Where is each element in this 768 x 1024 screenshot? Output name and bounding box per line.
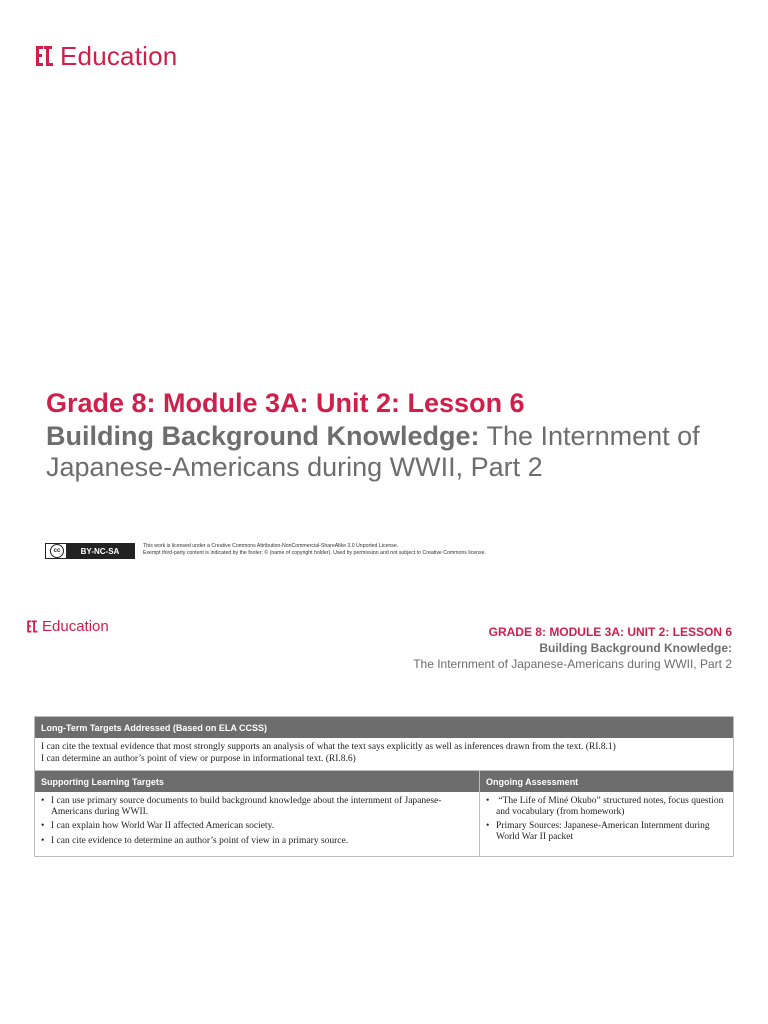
lesson-subtitle bbox=[46, 421, 736, 483]
license-text bbox=[143, 543, 563, 557]
logo-text: Education bbox=[60, 40, 178, 71]
ongoing-assessment-list bbox=[480, 792, 733, 852]
lesson-subtitle-rest: The Internment of Japanese-Americans during WWII, Part 2 bbox=[46, 421, 700, 482]
license-line-1: This work is licensed under a Creative Commons Attribution-NonCommercial-ShareAlike 3.0 Unported License. bbox=[143, 543, 399, 549]
header-title: Building Background Knowledge: bbox=[539, 641, 732, 655]
header-grade-line: GRADE 8: MODULE 3A: UNIT 2: LESSON 6 bbox=[488, 625, 732, 639]
list-item: • Primary Sources: Japanese-American Internment during World War II packet bbox=[496, 821, 727, 842]
supporting-targets-cell bbox=[35, 792, 480, 856]
long-term-targets-header: Long-Term Targets Addressed (Based on ELA CCSS) bbox=[35, 717, 733, 738]
long-term-targets-body bbox=[35, 738, 733, 771]
el-education-logo-small bbox=[26, 618, 109, 635]
long-term-target: I can determine an author’s point of view or purpose in informational text. (RI.8.6) bbox=[41, 753, 356, 764]
header-subtitle: The Internment of Japanese-Americans during WWII, Part 2 bbox=[413, 657, 732, 671]
cc-icon: cc bbox=[50, 544, 64, 558]
targets-header-row bbox=[35, 771, 733, 792]
learning-targets-table bbox=[34, 716, 734, 857]
cc-badge-label: BY-NC-SA bbox=[66, 544, 134, 558]
el-logo-mark-icon bbox=[26, 619, 38, 634]
cover-title bbox=[46, 387, 736, 483]
supporting-targets-list bbox=[35, 792, 479, 856]
el-education-logo bbox=[34, 42, 177, 70]
list-item: • “The Life of Miné Okubo” structured notes, focus question and vocabulary (from homework) bbox=[496, 796, 727, 817]
list-item: • I can explain how World War II affected American society. bbox=[51, 821, 473, 832]
list-item: • I can use primary source documents to build background knowledge about the internment of Japanese-Americans during WWII. bbox=[51, 796, 473, 817]
list-item: • I can cite evidence to determine an author’s point of view in a primary source. bbox=[51, 836, 473, 847]
cc-license-badge[interactable] bbox=[45, 543, 135, 559]
long-term-target: I can cite the textual evidence that most strongly supports an analysis of what the text says explicitly as well as inferences drawn from the text. (RI.8.1) bbox=[41, 742, 616, 752]
lesson-subtitle-bold: Building Background Knowledge: bbox=[46, 421, 480, 451]
el-logo-mark-icon bbox=[34, 44, 54, 68]
page-header bbox=[312, 624, 732, 672]
ongoing-assessment-cell bbox=[480, 792, 733, 856]
lesson-grade-title: Grade 8: Module 3A: Unit 2: Lesson 6 bbox=[46, 388, 525, 418]
license-block bbox=[45, 543, 563, 559]
supporting-targets-header: Supporting Learning Targets bbox=[35, 771, 480, 792]
targets-body-row bbox=[35, 792, 733, 856]
license-line-2: Exempt third-party content is indicated by the footer: © (name of copyright holder). Used by permission and not subject to Creative Commons license. bbox=[143, 550, 486, 556]
ongoing-assessment-header: Ongoing Assessment bbox=[480, 771, 733, 792]
logo-text-small: Education bbox=[42, 618, 109, 635]
